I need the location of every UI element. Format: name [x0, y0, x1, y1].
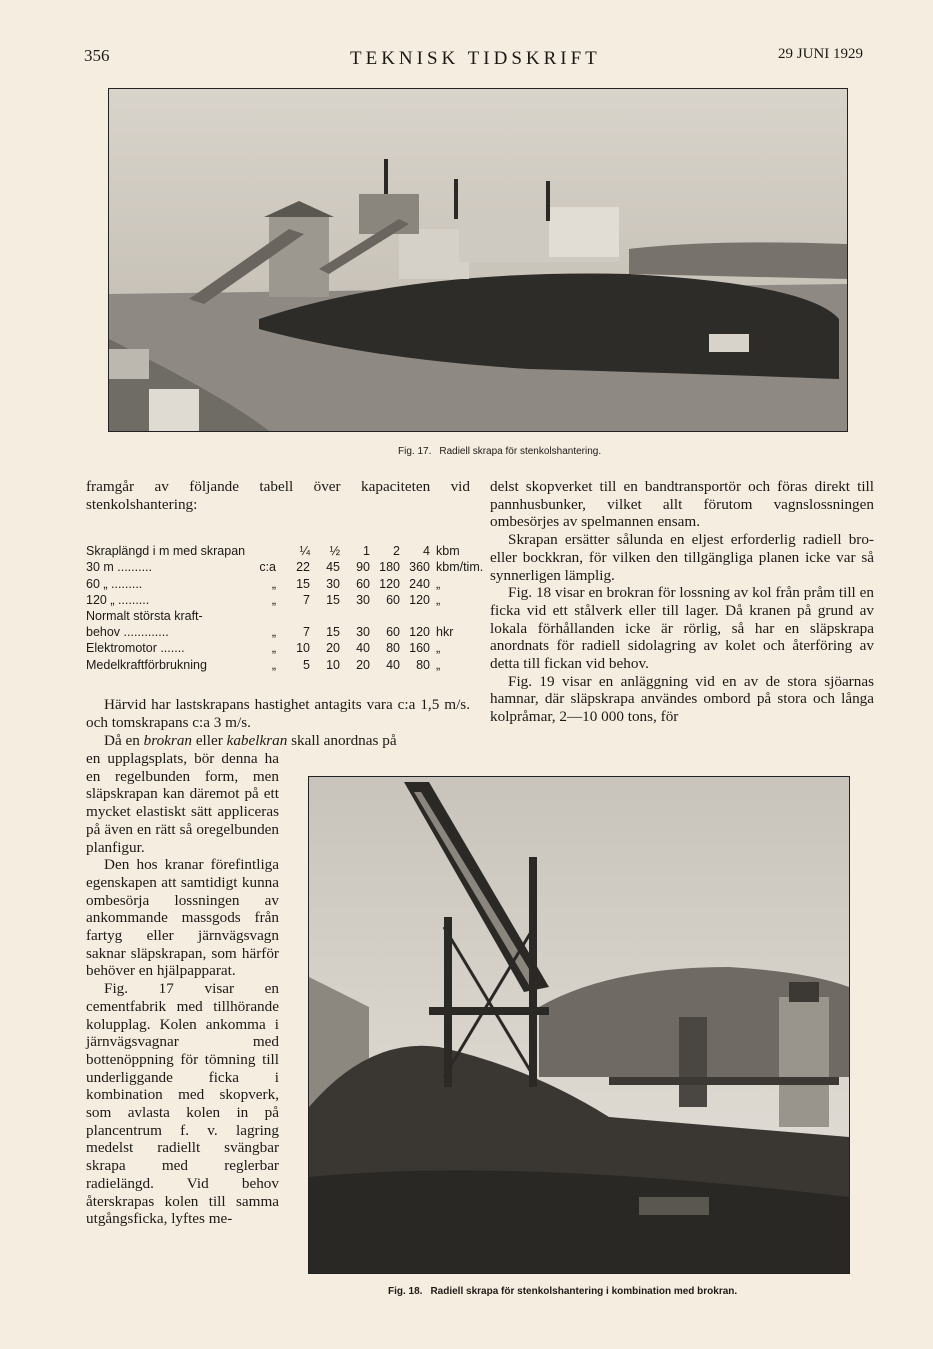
figure-17-label: Fig. 17.: [398, 446, 432, 457]
table-cell: 120: [409, 592, 430, 607]
table-cell: 120: [409, 625, 430, 640]
table-cell: 240: [409, 576, 430, 591]
table-cell: 7: [303, 592, 310, 607]
table-cell: 7: [303, 625, 310, 640]
paragraph-right-3: Fig. 18 visar en brokran för lossning av kol från pråm till en ficka vid ett stålverk eller till lager. Då kranen på grund av lokala förhållanden icke är rörlig, så har en släpskrapa anordnats för radiell sidolagring av kolet och återföring av detta till fickan vid behov.: [490, 584, 874, 673]
table-header-col: ½: [329, 544, 340, 559]
figure-17-caption: [398, 446, 601, 457]
table-cell: 15: [296, 576, 310, 591]
table-cell: 120: [379, 576, 400, 591]
table-row-unit: „: [436, 641, 441, 656]
figure-17-text: Radiell skrapa för stenkolshantering.: [439, 446, 602, 457]
table-header-col: 1: [363, 544, 370, 559]
table-cell: 10: [326, 657, 340, 672]
table-cell: 40: [386, 657, 400, 672]
table-row-unit: „: [436, 657, 441, 672]
table-cell: 60: [356, 576, 370, 591]
table-header-col: ¼: [299, 544, 310, 559]
table-row: [86, 574, 483, 590]
paragraph-right-1: delst skopverket till en bandtransportör och föras direkt till pannhusbunker, vilket allt förutom vagnslossningen ombesörjes av spelmannen ensam.: [490, 478, 874, 531]
table-row: [86, 607, 483, 623]
table-row-prefix: „: [271, 625, 276, 640]
table-header-row: [86, 542, 483, 558]
table-cell: 80: [416, 657, 430, 672]
paragraph-crane-start: [86, 732, 470, 750]
paragraph-narrow-3: Fig. 17 visar en cementfabrik med tillhörande kolupplag. Kolen ankomma i järnvägsvagnar med bottenöppning för tömning till underliggande ficka i kombination med skopverk, som avlasta kolen in på plancentrum f. v. lagring medelst radiellt svängbar skrapa med reglerbar radielängd. Vid behov återskrapas kolen till samma utgångsficka, lyftes me-: [86, 980, 279, 1228]
table-row-label: 120 „ .........: [86, 592, 150, 607]
table-cell: 80: [386, 641, 400, 656]
table-cell: 5: [303, 657, 310, 672]
text-span: eller: [195, 732, 223, 749]
table-row-unit: „: [436, 592, 441, 607]
table-cell: 60: [386, 625, 400, 640]
table-row: [86, 591, 483, 607]
table-cell: 20: [356, 657, 370, 672]
table-cell: 180: [379, 560, 400, 575]
table-row: [86, 639, 483, 655]
table-cell: 90: [356, 560, 370, 575]
table-header-col: 2: [393, 544, 400, 559]
paragraph-right-4: Fig. 19 visar en anläggning vid en av de stora sjöarnas hamnar, där släpskrapa användes ombord på stora och långa kolpråmar, 2—10 000 tons, för: [490, 672, 874, 726]
table-row-prefix: „: [271, 657, 276, 672]
table-cell: 45: [326, 560, 340, 575]
issue-date: 29 JUNI 1929: [778, 46, 863, 62]
figure-18-label: Fig. 18.: [388, 1286, 423, 1297]
term-kabelkran: kabelkran: [226, 732, 288, 749]
table-cell: 30: [326, 576, 340, 591]
table-row-unit: „: [436, 576, 441, 591]
table-cell: 20: [326, 641, 340, 656]
table-row: [86, 655, 483, 671]
figure-17-photo: [108, 88, 848, 432]
figure-18-text: Radiell skrapa för stenkolshantering i kombination med brokran.: [430, 1286, 738, 1297]
table-row-unit: hkr: [436, 625, 454, 640]
narrow-column: [86, 750, 279, 1228]
figure-18-photo: [308, 776, 850, 1274]
paragraph-speed: Härvid har lastskrapans hastighet antagits vara c:a 1,5 m/s. och tomskrapans c:a 3 m/s.: [86, 696, 470, 731]
page-number: 356: [84, 46, 110, 65]
paragraph-right-2: Skrapan ersätter sålunda en eljest erforderlig radiell bro- eller bockkran, för vilken den tillgängliga planen icke var så synnerligen lämplig.: [490, 531, 874, 584]
table-cell: 15: [326, 592, 340, 607]
table-row-prefix: „: [271, 576, 276, 591]
paragraph-narrow-1: en upplagsplats, bör denna ha en regelbunden form, men släpskrapan kan däremot på ett mycket elastiskt sätt appliceras på även en rätt så oregelbunden planfigur.: [86, 750, 279, 856]
table-row-label: Medelkraftförbrukning: [86, 657, 207, 672]
table-row-label: 60 „ .........: [86, 576, 143, 591]
table-cell: 30: [356, 625, 370, 640]
table-cell: 15: [326, 625, 340, 640]
table-cell: 60: [386, 592, 400, 607]
text-span: skall anordnas på: [291, 732, 397, 749]
table-row-label: Normalt största kraft-: [86, 608, 203, 623]
table-row-label: 30 m ..........: [86, 560, 152, 575]
table-row-prefix: c:a: [259, 560, 276, 575]
term-brokran: brokran: [143, 732, 193, 749]
table-cell: 22: [296, 560, 310, 575]
table-row-label: behov .............: [86, 625, 169, 640]
paragraph-narrow-2: Den hos kranar förefintliga egenskapen att samtidigt kunna ombesörja lossningen av ankommande massgods från fartyg eller järnvägsvagn saknar släpskrapan, som härför behöver en hjälpapparat.: [86, 856, 279, 980]
journal-title: TEKNISK TIDSKRIFT: [350, 48, 601, 69]
table-header-unit: kbm: [436, 544, 460, 559]
table-header-col: 4: [423, 544, 430, 559]
table-row-unit: kbm/tim.: [436, 560, 484, 575]
figure-18-caption: [388, 1286, 737, 1297]
table-row-label: Elektromotor .......: [86, 641, 185, 656]
table-header-label: Skraplängd i m med skrapan: [86, 544, 246, 559]
table-cell: 160: [409, 641, 430, 656]
table-row: [86, 558, 483, 574]
table-row-prefix: „: [271, 641, 276, 656]
table-row: [86, 623, 483, 639]
intro-paragraph: framgår av följande tabell över kapaciteten vid stenkolshantering:: [86, 478, 470, 513]
table-cell: 10: [296, 641, 310, 656]
text-span: Då en: [104, 732, 140, 749]
capacity-table: [86, 542, 483, 672]
right-column: [490, 478, 874, 726]
table-cell: 360: [409, 560, 430, 575]
table-cell: 40: [356, 641, 370, 656]
table-row-prefix: „: [271, 592, 276, 607]
table-cell: 30: [356, 592, 370, 607]
